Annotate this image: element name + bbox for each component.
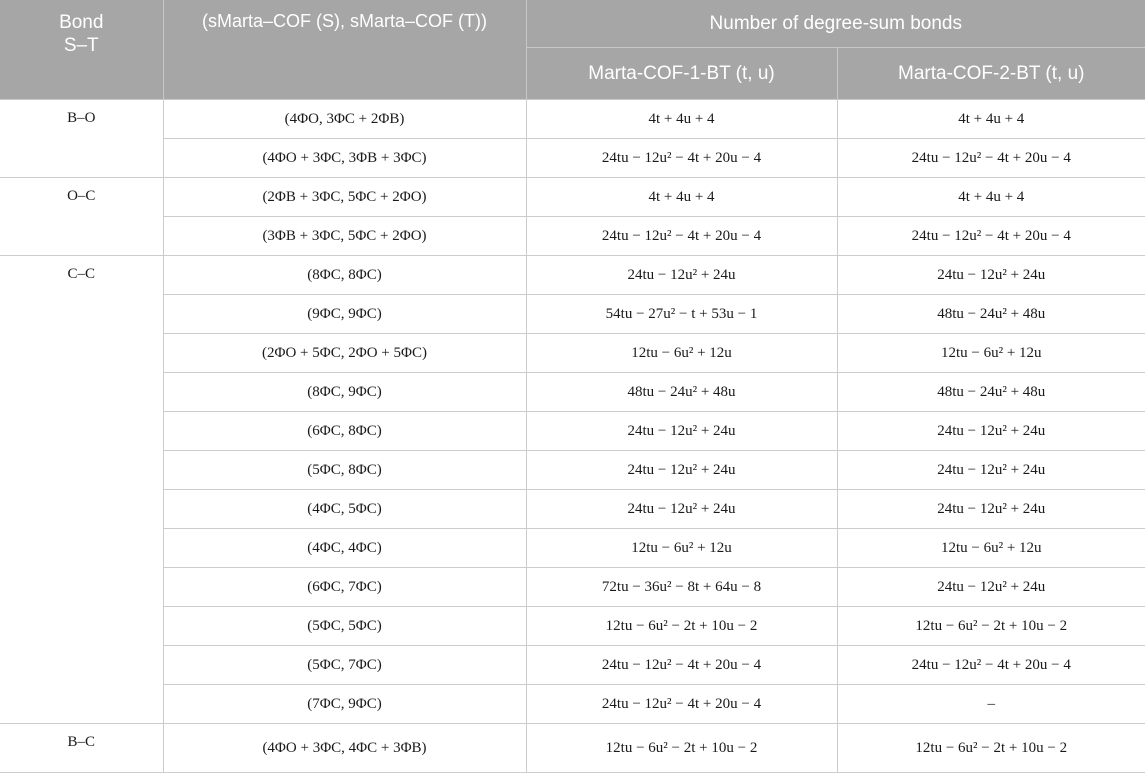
table-row xyxy=(0,490,1145,529)
cof2-count-cell: 12tu − 6u² − 2t + 10u − 2 xyxy=(837,607,1145,646)
cof1-count-cell: 48tu − 24u² + 48u xyxy=(526,373,837,412)
table-body xyxy=(0,100,1145,773)
cof1-count-cell: 4t + 4u + 4 xyxy=(526,100,837,139)
bond-type-cell: B–O xyxy=(0,100,163,178)
cof1-count-cell: 54tu − 27u² − t + 53u − 1 xyxy=(526,295,837,334)
cof2-count-cell: 24tu − 12u² + 24u xyxy=(837,451,1145,490)
bond-column-header xyxy=(0,0,163,100)
table-row xyxy=(0,451,1145,490)
degree-pair-cell: (7ΦC, 9ΦC) xyxy=(163,685,526,724)
table-row xyxy=(0,646,1145,685)
table-row xyxy=(0,139,1145,178)
table-row xyxy=(0,529,1145,568)
table-row xyxy=(0,412,1145,451)
table-row xyxy=(0,568,1145,607)
table-row xyxy=(0,217,1145,256)
cof1-count-cell: 12tu − 6u² + 12u xyxy=(526,529,837,568)
bond-count-group-header: Number of degree-sum bonds xyxy=(526,0,1145,48)
cof1-count-cell: 24tu − 12u² + 24u xyxy=(526,451,837,490)
cof1-column-header: Marta-COF-1-BT (t, u) xyxy=(526,48,837,100)
cof2-count-cell: – xyxy=(837,685,1145,724)
bond-header-line2: S–T xyxy=(63,35,99,56)
cof2-count-cell: 24tu − 12u² + 24u xyxy=(837,256,1145,295)
degree-pair-cell: (4ΦO, 3ΦC + 2ΦB) xyxy=(163,100,526,139)
degree-pair-cell: (8ΦC, 9ΦC) xyxy=(163,373,526,412)
degree-pair-cell: (4ΦC, 5ΦC) xyxy=(163,490,526,529)
cof1-count-cell: 24tu − 12u² − 4t + 20u − 4 xyxy=(526,139,837,178)
table-row xyxy=(0,256,1145,295)
bond-type-cell: C–C xyxy=(0,256,163,724)
degree-pair-cell: (5ΦC, 8ΦC) xyxy=(163,451,526,490)
degree-pair-column-header: (sMarta–COF (S), sMarta–COF (T)) xyxy=(163,0,526,100)
cof1-count-cell: 24tu − 12u² − 4t + 20u − 4 xyxy=(526,646,837,685)
table-row xyxy=(0,334,1145,373)
table-row xyxy=(0,724,1145,773)
degree-pair-cell: (2ΦO + 5ΦC, 2ΦO + 5ΦC) xyxy=(163,334,526,373)
table-row xyxy=(0,373,1145,412)
degree-pair-cell: (4ΦC, 4ΦC) xyxy=(163,529,526,568)
cof2-column-header: Marta-COF-2-BT (t, u) xyxy=(837,48,1145,100)
cof1-count-cell: 12tu − 6u² + 12u xyxy=(526,334,837,373)
table-row xyxy=(0,100,1145,139)
cof2-count-cell: 24tu − 12u² + 24u xyxy=(837,568,1145,607)
cof2-count-cell: 24tu − 12u² − 4t + 20u − 4 xyxy=(837,217,1145,256)
bond-header-line1: Bond xyxy=(59,12,104,33)
cof2-count-cell: 24tu − 12u² − 4t + 20u − 4 xyxy=(837,139,1145,178)
cof1-count-cell: 12tu − 6u² − 2t + 10u − 2 xyxy=(526,724,837,773)
bond-type-cell: O–C xyxy=(0,178,163,256)
cof2-count-cell: 12tu − 6u² + 12u xyxy=(837,334,1145,373)
cof1-count-cell: 72tu − 36u² − 8t + 64u − 8 xyxy=(526,568,837,607)
degree-pair-cell: (5ΦC, 7ΦC) xyxy=(163,646,526,685)
cof2-count-cell: 24tu − 12u² + 24u xyxy=(837,490,1145,529)
degree-pair-cell: (8ΦC, 8ΦC) xyxy=(163,256,526,295)
cof1-count-cell: 24tu − 12u² − 4t + 20u − 4 xyxy=(526,217,837,256)
degree-pair-cell: (2ΦB + 3ΦC, 5ΦC + 2ΦO) xyxy=(163,178,526,217)
cof2-count-cell: 4t + 4u + 4 xyxy=(837,100,1145,139)
degree-pair-cell: (4ΦO + 3ΦC, 4ΦC + 3ΦB) xyxy=(163,724,526,773)
cof2-count-cell: 12tu − 6u² − 2t + 10u − 2 xyxy=(837,724,1145,773)
degree-pair-cell: (6ΦC, 8ΦC) xyxy=(163,412,526,451)
cof2-count-cell: 48tu − 24u² + 48u xyxy=(837,373,1145,412)
degree-pair-cell: (6ΦC, 7ΦC) xyxy=(163,568,526,607)
degree-pair-cell: (4ΦO + 3ΦC, 3ΦB + 3ΦC) xyxy=(163,139,526,178)
cof2-count-cell: 48tu − 24u² + 48u xyxy=(837,295,1145,334)
cof2-count-cell: 24tu − 12u² + 24u xyxy=(837,412,1145,451)
table-header xyxy=(0,0,1145,100)
bond-type-cell: B–C xyxy=(0,724,163,773)
degree-pair-cell: (9ΦC, 9ΦC) xyxy=(163,295,526,334)
table-row xyxy=(0,295,1145,334)
cof2-count-cell: 24tu − 12u² − 4t + 20u − 4 xyxy=(837,646,1145,685)
cof1-count-cell: 24tu − 12u² − 4t + 20u − 4 xyxy=(526,685,837,724)
table-row xyxy=(0,607,1145,646)
table-row xyxy=(0,178,1145,217)
cof2-count-cell: 12tu − 6u² + 12u xyxy=(837,529,1145,568)
cof2-count-cell: 4t + 4u + 4 xyxy=(837,178,1145,217)
degree-pair-cell: (5ΦC, 5ΦC) xyxy=(163,607,526,646)
table-row xyxy=(0,685,1145,724)
cof1-count-cell: 4t + 4u + 4 xyxy=(526,178,837,217)
cof1-count-cell: 24tu − 12u² + 24u xyxy=(526,490,837,529)
cof1-count-cell: 24tu − 12u² + 24u xyxy=(526,412,837,451)
cof1-count-cell: 24tu − 12u² + 24u xyxy=(526,256,837,295)
degree-pair-cell: (3ΦB + 3ΦC, 5ΦC + 2ΦO) xyxy=(163,217,526,256)
cof1-count-cell: 12tu − 6u² − 2t + 10u − 2 xyxy=(526,607,837,646)
